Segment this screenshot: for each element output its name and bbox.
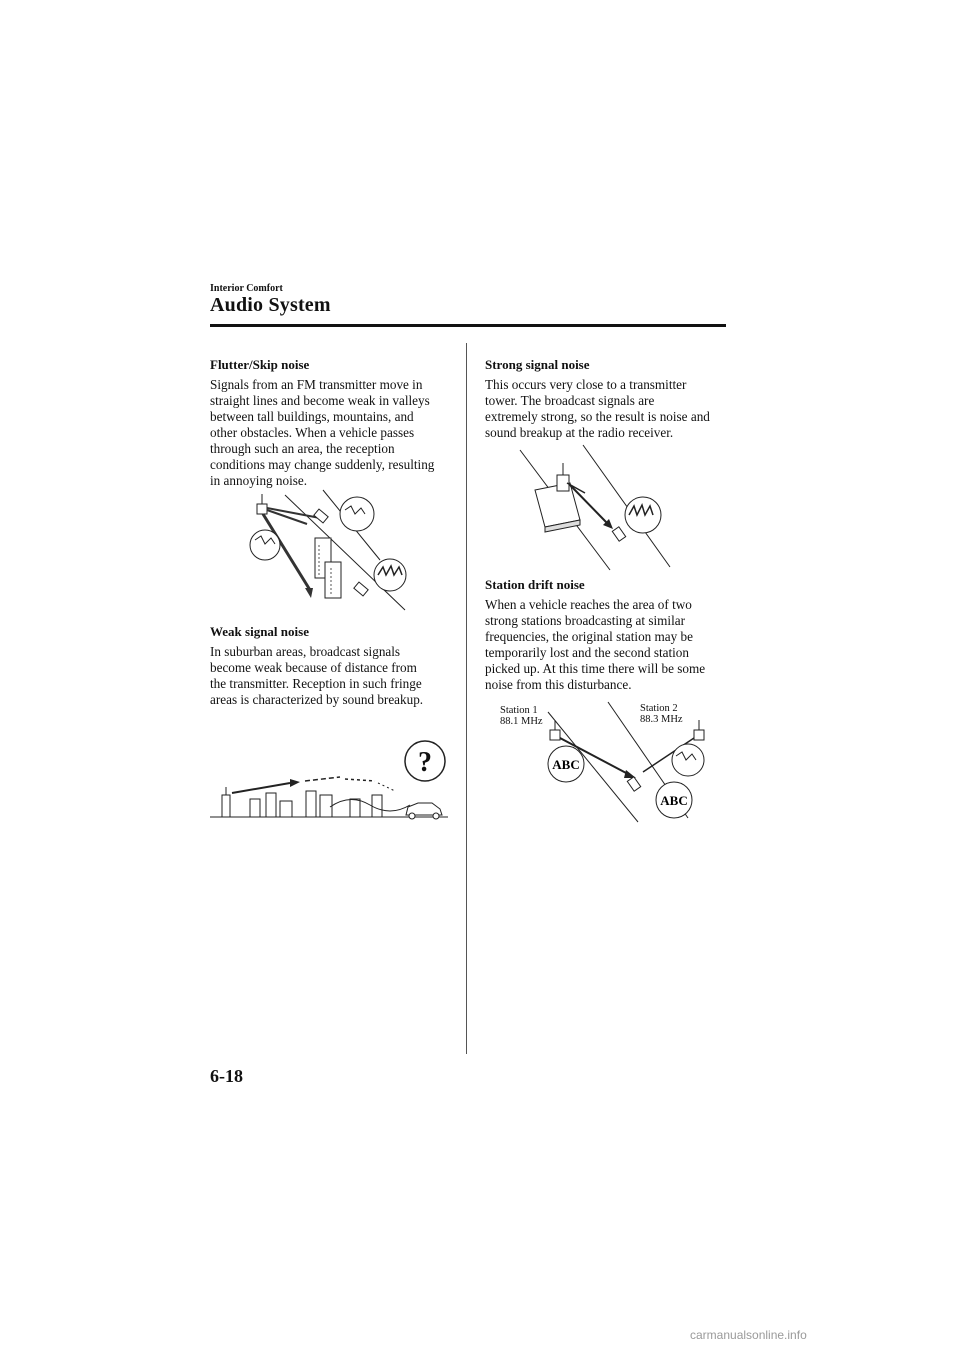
flutter-heading: Flutter/Skip noise — [210, 357, 310, 372]
station1-name: Station 1 — [500, 705, 538, 716]
sound-bubble-icon — [340, 497, 374, 531]
page-title: Audio System — [210, 294, 331, 316]
tower-base-icon — [535, 463, 580, 532]
weak-body: In suburban areas, broadcast signals become weak because of distance from the transmitter. Reception in such fringe areas is characterized by sound breakup. — [210, 644, 424, 707]
title-rule — [210, 324, 726, 327]
column-divider — [466, 343, 467, 1054]
abc-right-text: ABC — [660, 793, 688, 808]
section-label: Interior Comfort — [210, 283, 283, 294]
car-icon — [354, 582, 368, 596]
svg-text:?: ? — [418, 747, 432, 778]
building-icon — [315, 538, 341, 598]
drift-heading: Station drift noise — [485, 577, 585, 592]
weak-signal-illustration — [210, 735, 450, 825]
strong-heading: Strong signal noise — [485, 357, 590, 372]
skyline-icon — [250, 791, 382, 817]
sound-bubble-icon — [672, 744, 704, 776]
strong-signal-illustration — [515, 445, 695, 570]
strong-body: This occurs very close to a transmitter tower. The broadcast signals are extremely strong, so the result is noise and sound breakup at the radio receiver. — [485, 377, 710, 440]
footer-watermark: carmanualsonline.info — [690, 1328, 807, 1342]
station1-frequency: 88.1 MHz — [500, 716, 543, 727]
station2-frequency: 88.3 MHz — [640, 714, 683, 725]
car-icon — [612, 527, 625, 541]
weak-heading: Weak signal noise — [210, 624, 309, 639]
noise-burst-icon — [625, 497, 661, 533]
abc-left-text: ABC — [552, 757, 580, 772]
transmitter-icon — [257, 494, 267, 514]
flutter-noise-illustration — [245, 490, 445, 615]
car-icon — [314, 509, 328, 523]
car-icon — [627, 777, 640, 791]
sound-bubble-icon — [250, 530, 280, 560]
page-number: 6-18 — [210, 1066, 243, 1086]
transmitter-icon — [222, 787, 230, 817]
transmitter-icon — [550, 720, 560, 740]
station-drift-illustration — [528, 712, 728, 822]
station2-name: Station 2 — [640, 703, 678, 714]
transmitter-icon — [694, 720, 704, 740]
flutter-body: Signals from an FM transmitter move in straight lines and become weak in valleys between tall buildings, mountains, and other obstacles. When a vehicle passes through such an area, the reception conditions may change suddenly, resulting in annoying noise. — [210, 377, 435, 488]
drift-body: When a vehicle reaches the area of two strong stations broadcasting at similar frequencies, the original station may be temporarily lost and the second station picked up. At this time there will be some noise from this disturbance. — [485, 597, 706, 692]
